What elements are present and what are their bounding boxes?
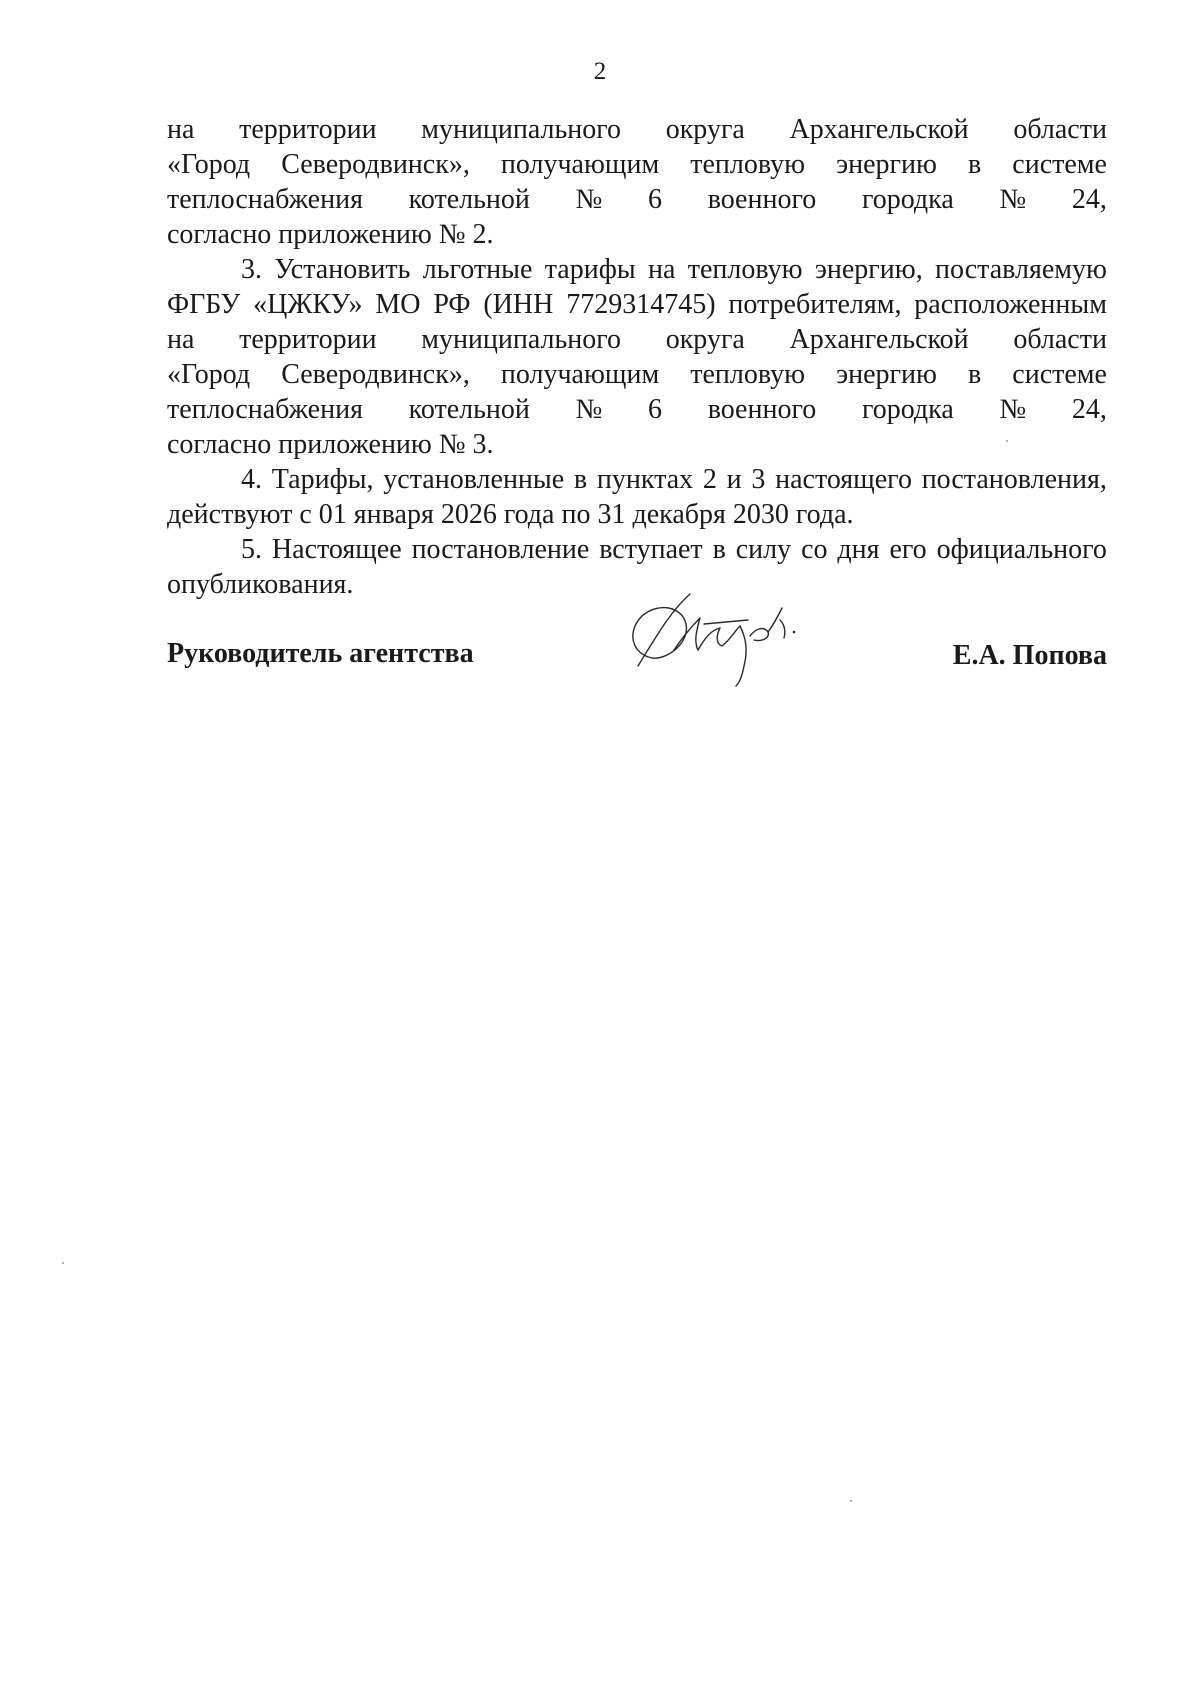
word: котельной [408, 184, 530, 215]
word: согласно приложению № 2. [167, 219, 494, 250]
word: округа [665, 324, 745, 355]
word: официального [936, 534, 1107, 565]
word: теплоснабжения [167, 394, 363, 425]
text-line [167, 217, 1107, 252]
word: энергию [836, 359, 937, 390]
text-line [167, 112, 1107, 147]
word: в [968, 359, 982, 390]
word: муниципального [421, 324, 622, 355]
word: 6 [647, 394, 662, 425]
signatory-position: Руководитель агентства [167, 638, 474, 669]
word: 7729314745) [566, 289, 716, 320]
signatory-name: Е.А. Попова [952, 640, 1107, 671]
word: Установить [274, 254, 411, 285]
word: в [712, 534, 726, 565]
word: постановление [411, 534, 590, 565]
word: в [573, 464, 588, 495]
word: вступает [599, 534, 703, 565]
word: области [1013, 324, 1107, 355]
word: расположенным [914, 289, 1107, 320]
document-body [167, 112, 1107, 602]
word: городка [861, 184, 954, 215]
word: № [575, 394, 603, 425]
word: тепловую [690, 149, 806, 180]
word: пунктах [596, 464, 694, 495]
word: 24, [1071, 394, 1107, 425]
word: 6 [647, 184, 662, 215]
word: РФ [433, 289, 471, 320]
word: и [726, 464, 742, 495]
word: «Город [167, 149, 251, 180]
page-number: 2 [593, 58, 607, 85]
word: установленные [383, 464, 565, 495]
text-line [167, 392, 1107, 427]
word: опубликования. [167, 569, 354, 600]
word: 4. [241, 464, 262, 495]
word: № [575, 184, 603, 215]
word: тепловую [687, 254, 803, 285]
word: Архангельской [789, 324, 969, 355]
word: Северодвинск», [281, 359, 470, 390]
word: городка [861, 394, 954, 425]
word: тарифы [544, 254, 636, 285]
word: муниципального [421, 114, 622, 145]
word: настоящего [775, 464, 912, 495]
word: постановления, [921, 464, 1107, 495]
word: льготные [422, 254, 533, 285]
text-line [167, 322, 1107, 357]
text-line [167, 252, 1107, 287]
signature-block [167, 630, 1107, 680]
word: потребителям, [728, 289, 902, 320]
scan-speck [850, 1500, 852, 1502]
word: 24, [1071, 184, 1107, 215]
text-line [167, 497, 1107, 532]
word: действуют с 01 января 2026 года по 31 декабря 2030 года. [167, 499, 854, 530]
text-line [167, 462, 1107, 497]
word: поставляемую [935, 254, 1107, 285]
word: получающим [500, 359, 660, 390]
scan-speck [1006, 440, 1008, 442]
word: территории [239, 114, 377, 145]
text-line [167, 182, 1107, 217]
word: области [1013, 114, 1107, 145]
handwritten-signature [612, 580, 812, 690]
paragraph [167, 112, 1107, 252]
word: «ЦЖКУ» [253, 289, 363, 320]
word: дня [837, 534, 880, 565]
word: системе [1012, 359, 1107, 390]
word: энергию [836, 149, 937, 180]
word: (ИНН [483, 289, 554, 320]
text-line [167, 532, 1107, 567]
word: 2 [702, 464, 717, 495]
paragraph [167, 252, 1107, 462]
word: 3 [751, 464, 766, 495]
word: военного [707, 184, 817, 215]
scan-speck [62, 1262, 64, 1264]
word: № [999, 184, 1027, 215]
word: на [647, 254, 676, 285]
word: Северодвинск», [281, 149, 470, 180]
word: его [889, 534, 927, 565]
word: 5. [241, 534, 262, 565]
word: энергию, [814, 254, 923, 285]
word: системе [1012, 149, 1107, 180]
word: Тарифы, [271, 464, 374, 495]
word: 3. [241, 254, 262, 285]
text-line [167, 287, 1107, 322]
word: МО [375, 289, 421, 320]
word: теплоснабжения [167, 184, 363, 215]
paragraph [167, 462, 1107, 532]
word: со [801, 534, 828, 565]
text-line [167, 427, 1107, 462]
word: № [999, 394, 1027, 425]
word: округа [665, 114, 745, 145]
word: в [968, 149, 982, 180]
word: Архангельской [789, 114, 969, 145]
word: территории [239, 324, 377, 355]
word: тепловую [690, 359, 806, 390]
word: на [167, 114, 195, 145]
word: силу [735, 534, 792, 565]
word: военного [707, 394, 817, 425]
word: согласно приложению № 3. [167, 429, 494, 460]
word: «Город [167, 359, 251, 390]
text-line [167, 147, 1107, 182]
text-line [167, 357, 1107, 392]
word: получающим [500, 149, 660, 180]
word: Настоящее [271, 534, 402, 565]
word: ФГБУ [167, 289, 241, 320]
word: котельной [408, 394, 530, 425]
word: на [167, 324, 195, 355]
